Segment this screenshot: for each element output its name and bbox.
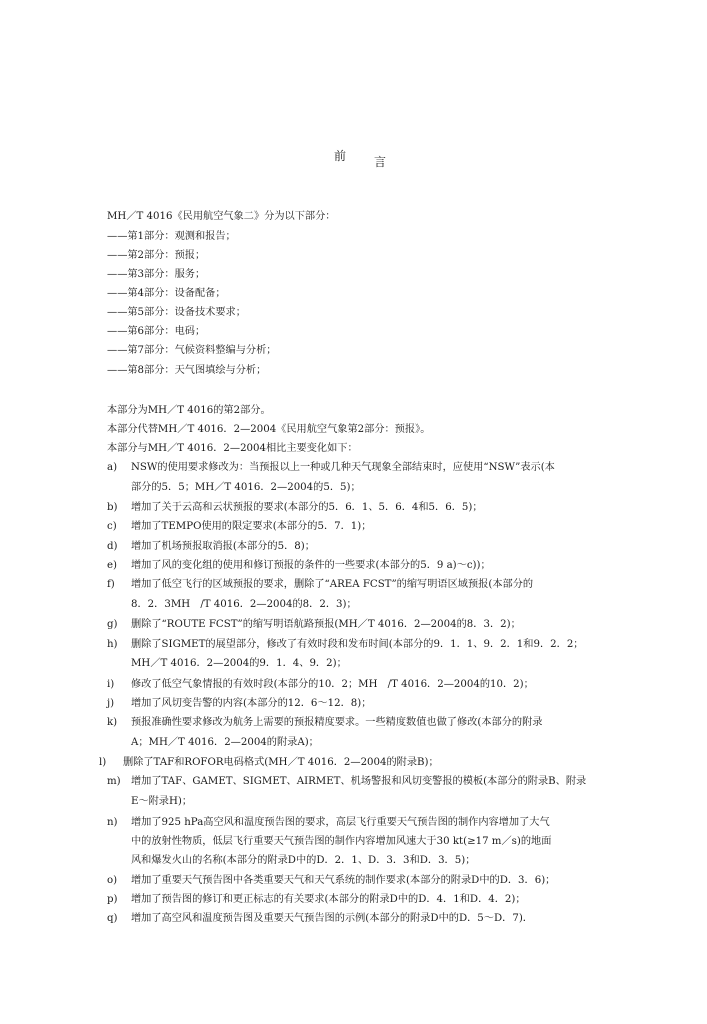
change-item-g	[107, 620, 521, 630]
change-item-j	[107, 699, 371, 709]
part-item: ——第5部分：设备技术要求；	[107, 307, 246, 318]
item-tag: c)	[107, 521, 117, 532]
part-item: ——第4部分：设备配备；	[107, 288, 226, 299]
item-tag: g)	[107, 619, 118, 630]
item-text: NSW的使用要求修改为：当预报以上一种或几种天气现象全部结束时，应使用“NSW”表示(本	[131, 462, 555, 473]
item-tag: m)	[107, 776, 121, 787]
title-char-1: 前	[334, 149, 347, 163]
item-tag: i)	[107, 679, 115, 690]
item-text: 增加了TEMPO使用的限定要求(本部分的5．7．1)；	[131, 521, 372, 532]
item-tag: b)	[107, 502, 118, 513]
item-text: 增加了机场预报取消报(本部分的5．8)；	[131, 541, 315, 552]
item-text: 预报准确性要求修改为航务上需要的预报精度要求。一些精度数值也做了修改(本部分的附录	[131, 717, 543, 728]
title-char-2: 言	[374, 155, 387, 169]
item-text-cont: 风和爆发火山的名称(本部分的附录D中的D．2．1、D．3．3和D．3．5)；	[131, 855, 476, 866]
item-text-cont: 部分的5．5；MH／T 4016．2—2004的5．5)；	[131, 482, 361, 493]
change-item-o	[107, 876, 555, 886]
paragraph: 本部分为MH／T 4016的第2部分。	[107, 405, 271, 416]
part-item: ——第1部分：观测和报告；	[107, 231, 236, 242]
item-text: 增加了TAF、GAMET、SIGMET、AIRMET、机场警报和风切变警报的模板(本部分的附录B、附录	[131, 776, 587, 787]
item-text: 增加了925 hPa高空风和温度预告图的要求，高层飞行重要天气预告图的制作内容增加了大气	[131, 817, 550, 828]
change-item-p	[107, 895, 526, 905]
item-text: 增加了关于云高和云状预报的要求(本部分的5．6．1、5．6．4和5．6．5)；	[131, 502, 483, 513]
item-tag: j)	[107, 698, 115, 709]
change-item-m	[107, 777, 586, 787]
change-item-b	[107, 503, 483, 513]
part-item: ——第2部分：预报；	[107, 250, 206, 261]
item-tag: h)	[107, 639, 118, 650]
item-text: 增加了低空飞行的区域预报的要求，删除了“AREA FCST”的缩写明语区域预报(本部分的	[131, 579, 534, 590]
part-item: ——第6部分：电码；	[107, 326, 206, 337]
change-item-d	[107, 542, 315, 552]
item-tag: n)	[107, 817, 118, 828]
part-item: ——第7部分：气候资料整编与分析；	[107, 345, 277, 356]
item-text: 增加了风的变化组的使用和修订预报的条件的一些要求(本部分的5．9 a)～c))；	[131, 560, 491, 571]
item-text: 删除了“ROUTE FCST”的缩写明语航路预报(MH／T 4016．2—2004的8．3．2)；	[131, 619, 521, 630]
part-item: ——第3部分：服务；	[107, 269, 206, 280]
change-item-q	[107, 914, 533, 924]
item-tag: e)	[107, 560, 118, 571]
item-text-cont: A；MH／T 4016．2—2004的附录A)；	[131, 737, 319, 748]
item-tag: k)	[107, 717, 118, 728]
paragraph: 本部分与MH／T 4016．2—2004相比主要变化如下：	[107, 443, 358, 454]
item-text-cont: E～附录H)；	[131, 796, 193, 807]
item-tag: l)	[99, 757, 107, 768]
page-title	[334, 149, 387, 169]
item-tag: d)	[107, 541, 118, 552]
item-text: 删除了SIGMET的展望部分，修改了有效时段和发布时间(本部分的9．1．1、9．2．1和9．2．2；	[131, 639, 584, 650]
change-item-e	[107, 561, 491, 571]
change-item-n	[107, 818, 550, 828]
change-item-a	[107, 463, 555, 473]
item-tag: q)	[107, 913, 118, 924]
item-text: 增加了预告图的修订和更正标志的有关要求(本部分的附录D中的D．4．1和D．4．2)；	[131, 894, 526, 905]
change-item-f	[107, 580, 533, 590]
item-tag: a)	[107, 462, 118, 473]
item-text-cont: 中的放射性物质，低层飞行重要天气预告图的制作内容增加风速大于30 kt(≥17 m／s)的地面	[131, 836, 552, 847]
part-item: ——第8部分：天气图填绘与分析；	[107, 365, 267, 376]
item-text: 修改了低空气象情报的有效时段(本部分的10．2；MH /T 4016．2—2004的10．2)；	[131, 679, 534, 690]
paragraph: 本部分代替MH／T 4016．2—2004《民用航空气象第2部分：预报》。	[107, 424, 431, 435]
item-text-cont: 8．2．3MH /T 4016．2—2004的8．2．3)；	[131, 599, 357, 610]
item-tag: f)	[107, 579, 115, 590]
item-text: 增加了高空风和温度预告图及重要天气预告图的示例(本部分的附录D中的D．5～D．7)．	[131, 913, 533, 924]
item-text-cont: MH／T 4016．2—2004的9．1．4、9．2)；	[131, 658, 347, 669]
change-item-l	[99, 758, 439, 768]
item-tag: p)	[107, 894, 118, 905]
intro-line: MH／T 4016《民用航空气象二》分为以下部分：	[107, 211, 336, 222]
change-item-c	[107, 522, 371, 532]
item-tag: o)	[107, 875, 118, 886]
item-text: 增加了重要天气预告图中各类重要天气和天气系统的制作要求(本部分的附录D中的D．3．6)；	[131, 875, 556, 886]
change-item-k	[107, 718, 542, 728]
change-item-i	[107, 680, 534, 690]
item-text: 增加了风切变告警的内容(本部分的12．6～12．8)；	[131, 698, 372, 709]
change-item-h	[107, 640, 583, 650]
item-text: 删除了TAF和ROFOR电码格式(MH／T 4016．2—2004的附录B)；	[123, 757, 439, 768]
